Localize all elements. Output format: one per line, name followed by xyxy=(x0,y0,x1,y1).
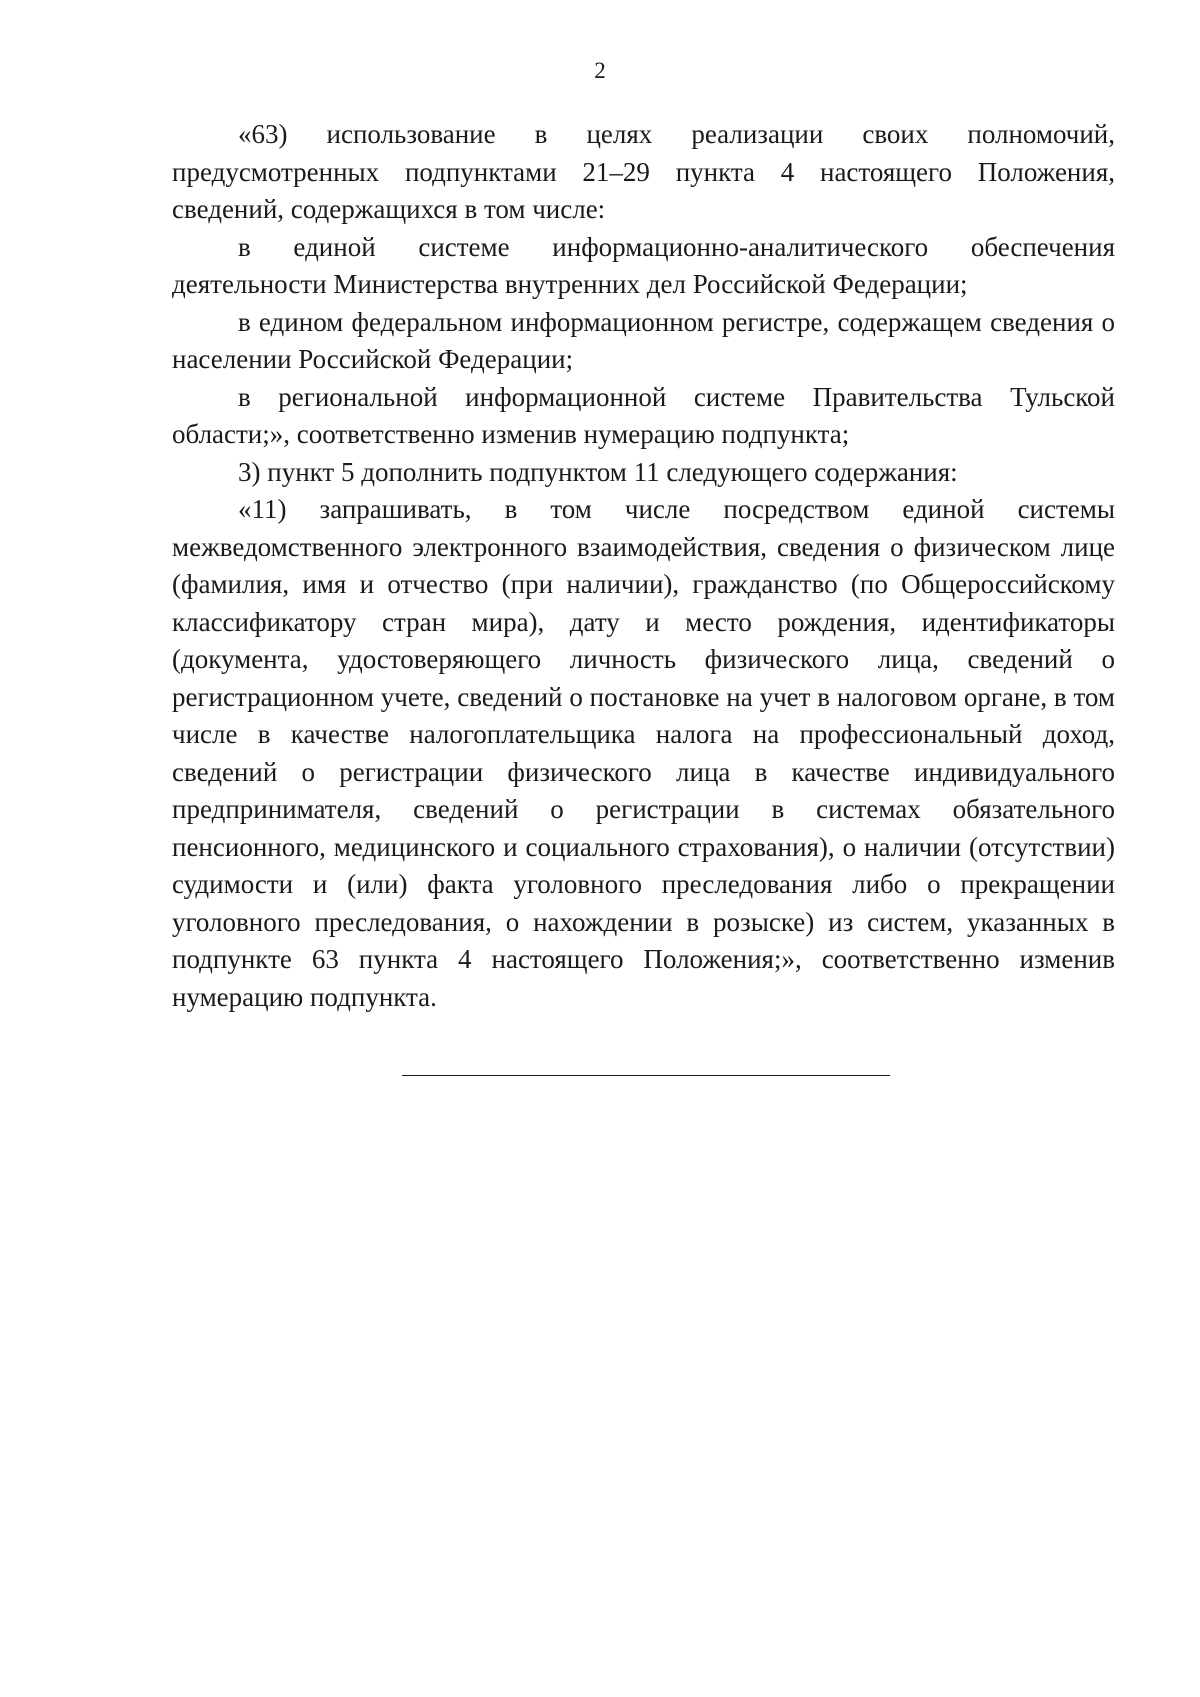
paragraph-subpoint-63: «63) использование в целях реализации своих полномочий, предусмотренных подпунктами 21–29 пункта 4 настоящего Положения, сведений, содержащихся в том числе: xyxy=(172,119,1115,224)
paragraph-point-5-amendment: 3) пункт 5 дополнить подпунктом 11 следующего содержания: xyxy=(238,456,958,487)
page-number: 2 xyxy=(594,58,606,83)
paragraph-regional-system: в региональной информационной системе Правительства Тульской области;», соответственно изменив нумерацию подпункта; xyxy=(172,381,1115,449)
paragraph-mvd-system: в единой системе информационно-аналитического обеспечения деятельности Министерства внутренних дел Российской Федерации; xyxy=(172,231,1115,299)
end-of-text-rule xyxy=(402,1075,890,1076)
document-body xyxy=(172,116,1115,1016)
paragraph-subpoint-11: «11) запрашивать, в том числе посредством единой системы межведомственного электронного взаимодействия, сведения о физическом лице (фамилия, имя и отчество (при наличии), гражданство (по Общероссийскому классификатору стран мира), дату и место рождения, идентификаторы (документа, удостоверяющего личность физического лица, сведений о регистрационном учете, сведений о постановке на учет в налоговом органе, в том числе в качестве налогоплательщика налога на профессиональный доход, сведений о регистрации физического лица в качестве индивидуального предпринимателя, сведений о регистрации в системах обязательного пенсионного, медицинского и социального страхования), о наличии (отсутствии) судимости и (или) факта уголовного преследования либо о прекращении уголовного преследования, о нахождении в розыске) из систем, указанных в подпункте 63 пункта 4 настоящего Положения;», соответственно изменив нумерацию подпункта. xyxy=(172,494,1115,1012)
paragraph-federal-register: в едином федеральном информационном регистре, содержащем сведения о населении Российской Федерации; xyxy=(172,306,1115,374)
